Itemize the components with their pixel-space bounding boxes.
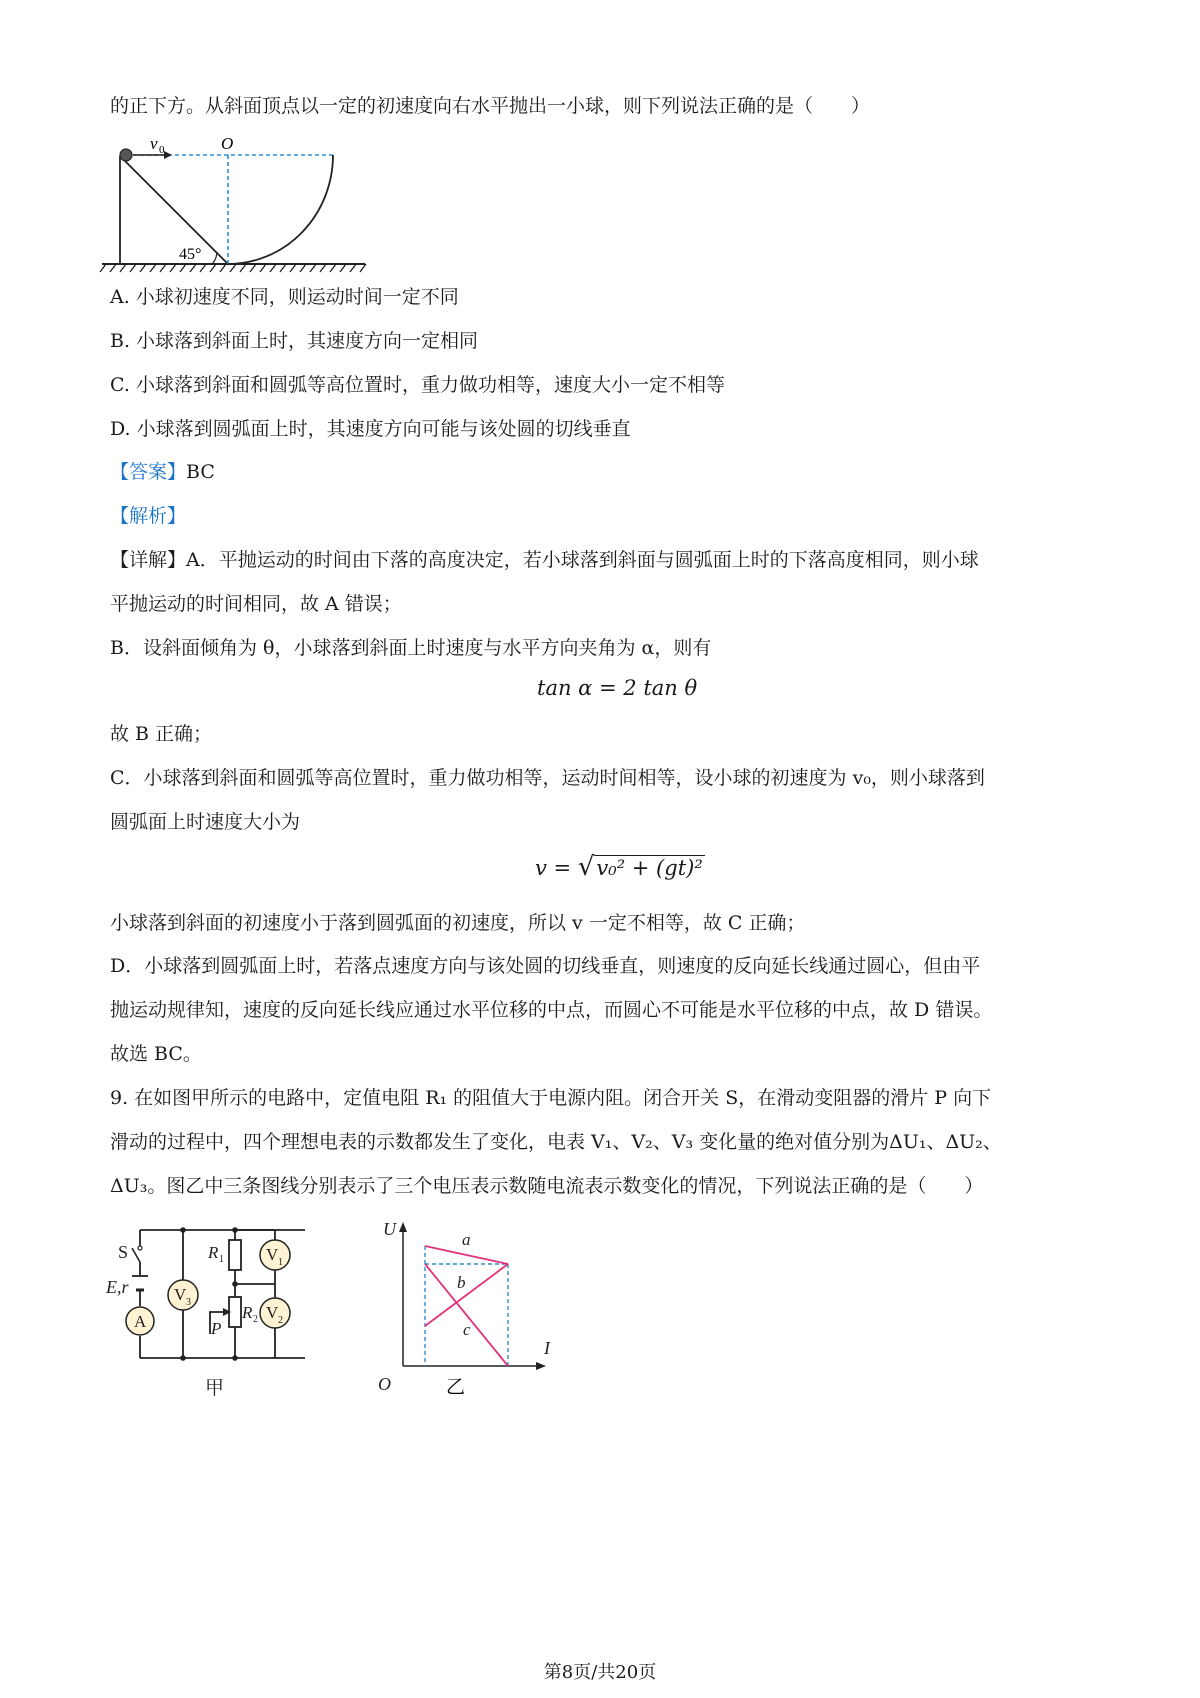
- line-b: [425, 1264, 508, 1326]
- angle-label: 45°: [179, 246, 202, 263]
- axis-u-label: U: [383, 1219, 396, 1239]
- ammeter-label: A: [134, 1312, 147, 1331]
- axis-i-label: I: [544, 1338, 550, 1358]
- detail-b-2: 故 B 正确；: [110, 723, 213, 745]
- v3-label: V: [174, 1285, 187, 1304]
- r2-sub: 2: [253, 1314, 258, 1325]
- q9-line-1: 9. 在如图甲所示的电路中，定值电阻 R₁ 的阻值大于电源内阻。闭合开关 S，在滑动变阻器的滑片 P 向下: [110, 1087, 992, 1109]
- sqrt-symbol: √: [577, 852, 595, 882]
- v0-label: v: [150, 134, 158, 153]
- detail-conclusion: 故选 BC。: [110, 1043, 202, 1065]
- detail-d-2: 抛运动规律知，速度的反向延长线应通过水平位移的中点，而圆心不可能是水平位移的中点，故 D 错误。: [110, 999, 993, 1021]
- line-c: [425, 1264, 508, 1366]
- option-b: B. 小球落到斜面上时，其速度方向一定相同: [110, 330, 479, 352]
- v1-label: V: [266, 1245, 279, 1264]
- r2-label: R: [242, 1303, 253, 1322]
- detail-a-1: 【详解】A．平抛运动的时间由下落的高度决定，若小球落到斜面与圆弧面上时的下落高度相同，则小球: [110, 549, 979, 571]
- v0-subscript: 0: [159, 144, 165, 156]
- u-i-graph: [380, 1218, 600, 1403]
- page-footer: 第8页/共20页: [543, 1662, 657, 1683]
- detail-c-3: 小球落到斜面的初速度小于落到圆弧面的初速度，所以 v 一定不相等，故 C 正确；: [110, 912, 806, 934]
- detail-d-1: D．小球落到圆弧面上时，若落点速度方向与该处圆的切线垂直，则速度的反向延长线通过圆心，但由平: [110, 955, 981, 977]
- formula-velocity-radicand: v₀² + (gt)²: [596, 856, 703, 880]
- detail-c-2: 圆弧面上时速度大小为: [110, 811, 301, 833]
- detail-b-1: B．设斜面倾角为 θ，小球落到斜面上时速度与水平方向夹角为 α，则有: [110, 637, 712, 659]
- source-er-label: E,r: [106, 1277, 129, 1297]
- v1-sub: 1: [278, 1257, 283, 1268]
- answer-value: BC: [186, 461, 215, 483]
- switch-s-label: S: [118, 1242, 129, 1262]
- center-o-label: O: [221, 134, 234, 153]
- option-c: C. 小球落到斜面和圆弧等高位置时，重力做功相等，速度大小一定不相等: [110, 374, 725, 396]
- formula-tan: tan α = 2 tan θ: [537, 676, 698, 700]
- option-d: D. 小球落到圆弧面上时，其速度方向可能与该处圆的切线垂直: [110, 418, 631, 440]
- v3-sub: 3: [186, 1297, 191, 1308]
- line-b-label: b: [457, 1273, 466, 1292]
- graph-caption: 乙: [446, 1377, 466, 1398]
- origin-label: O: [378, 1374, 391, 1394]
- circuit-caption: 甲: [205, 1378, 225, 1399]
- detail-c-1: C．小球落到斜面和圆弧等高位置时，重力做功相等，运动时间相等，设小球的初速度为 v₀，则小球落到: [110, 767, 985, 789]
- q9-line-2: 滑动的过程中，四个理想电表的示数都发生了变化，电表 V₁、V₂、V₃ 变化量的绝对值分别为ΔU₁、ΔU₂、: [110, 1131, 1002, 1153]
- slider-p-label: P: [211, 1319, 222, 1338]
- analysis-tag: 【解析】: [110, 505, 187, 527]
- v2-label: V: [266, 1303, 279, 1322]
- line-a-label: a: [462, 1230, 471, 1249]
- detail-a-2: 平抛运动的时间相同，故 A 错误；: [110, 593, 402, 615]
- answer-tag: 【答案】: [110, 461, 187, 483]
- answer-line: [110, 458, 215, 486]
- circuit-diagram: [106, 1218, 320, 1403]
- q8-intro: 的正下方。从斜面顶点以一定的初速度向右水平抛出一小球，则下列说法正确的是（ ）: [110, 95, 871, 117]
- r1-label: R: [208, 1243, 219, 1262]
- q8-incline-arc-figure: [100, 134, 380, 288]
- formula-velocity: [535, 852, 705, 882]
- r1-sub: 1: [219, 1254, 224, 1265]
- formula-velocity-lhs: v =: [535, 856, 572, 880]
- option-a: A. 小球初速度不同，则运动时间一定不同: [110, 286, 459, 308]
- v2-sub: 2: [278, 1315, 283, 1326]
- q9-line-3: ΔU₃。图乙中三条图线分别表示了三个电压表示数随电流表示数变化的情况，下列说法正确的是（ ）: [110, 1175, 984, 1197]
- line-c-label: c: [463, 1320, 471, 1339]
